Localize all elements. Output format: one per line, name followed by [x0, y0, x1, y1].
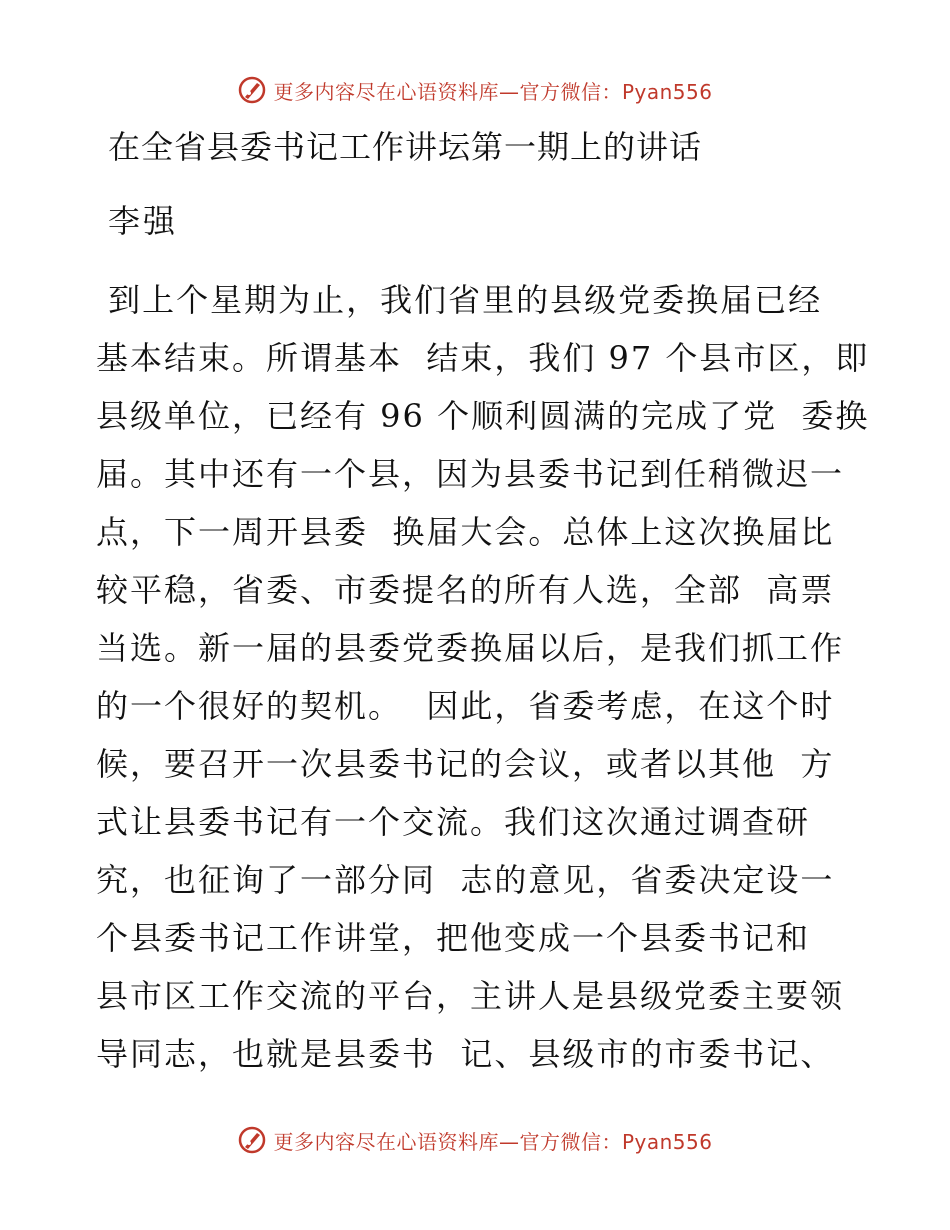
author-name: 李强: [108, 202, 179, 240]
footer-banner: [0, 1120, 950, 1160]
header-banner: [0, 70, 950, 110]
body-line: 县市区工作交流的平台，主讲人是县级党委主要领: [96, 977, 845, 1015]
body-line: 候，要召开一次县委书记的会议，或者以其他 方: [96, 745, 835, 783]
body-line: 点，下一周开县委 换届大会。总体上这次换届比: [96, 513, 835, 551]
body-line: 当选。新一届的县委党委换届以后，是我们抓工作: [96, 629, 845, 667]
body-line: 基本结束。所谓基本 结束，我们 97 个县市区，即: [96, 339, 870, 377]
body-line: 届。其中还有一个县，因为县委书记到任稍微迟一: [96, 455, 845, 493]
body-line: 个县委书记工作讲堂，把他变成一个县委书记和: [96, 919, 811, 957]
body-line: 导同志，也就是县委书 记、县级市的市委书记、: [96, 1035, 835, 1073]
body-line: 的一个很好的契机。 因此，省委考虑，在这个时: [96, 687, 835, 725]
body-line: 究，也征询了一部分同 志的意见，省委决定设一: [96, 861, 835, 899]
footer-banner-text: 更多内容尽在心语资料库—官方微信：Pyan556: [273, 1129, 713, 1154]
page-title: 在全省县委书记工作讲坛第一期上的讲话: [108, 128, 703, 166]
body-line: 到上个星期为止，我们省里的县级党委换届已经: [96, 281, 823, 319]
quill-logo-icon: [237, 75, 267, 105]
body-line: 较平稳，省委、市委提名的所有人选，全部 高票: [96, 571, 835, 609]
body-line: 式让县委书记有一个交流。我们这次通过调查研: [96, 803, 811, 841]
body-line: 县级单位，已经有 96 个顺利圆满的完成了党 委换: [96, 397, 870, 435]
quill-logo-icon: [237, 1125, 267, 1155]
header-banner-text: 更多内容尽在心语资料库—官方微信：Pyan556: [273, 79, 713, 104]
